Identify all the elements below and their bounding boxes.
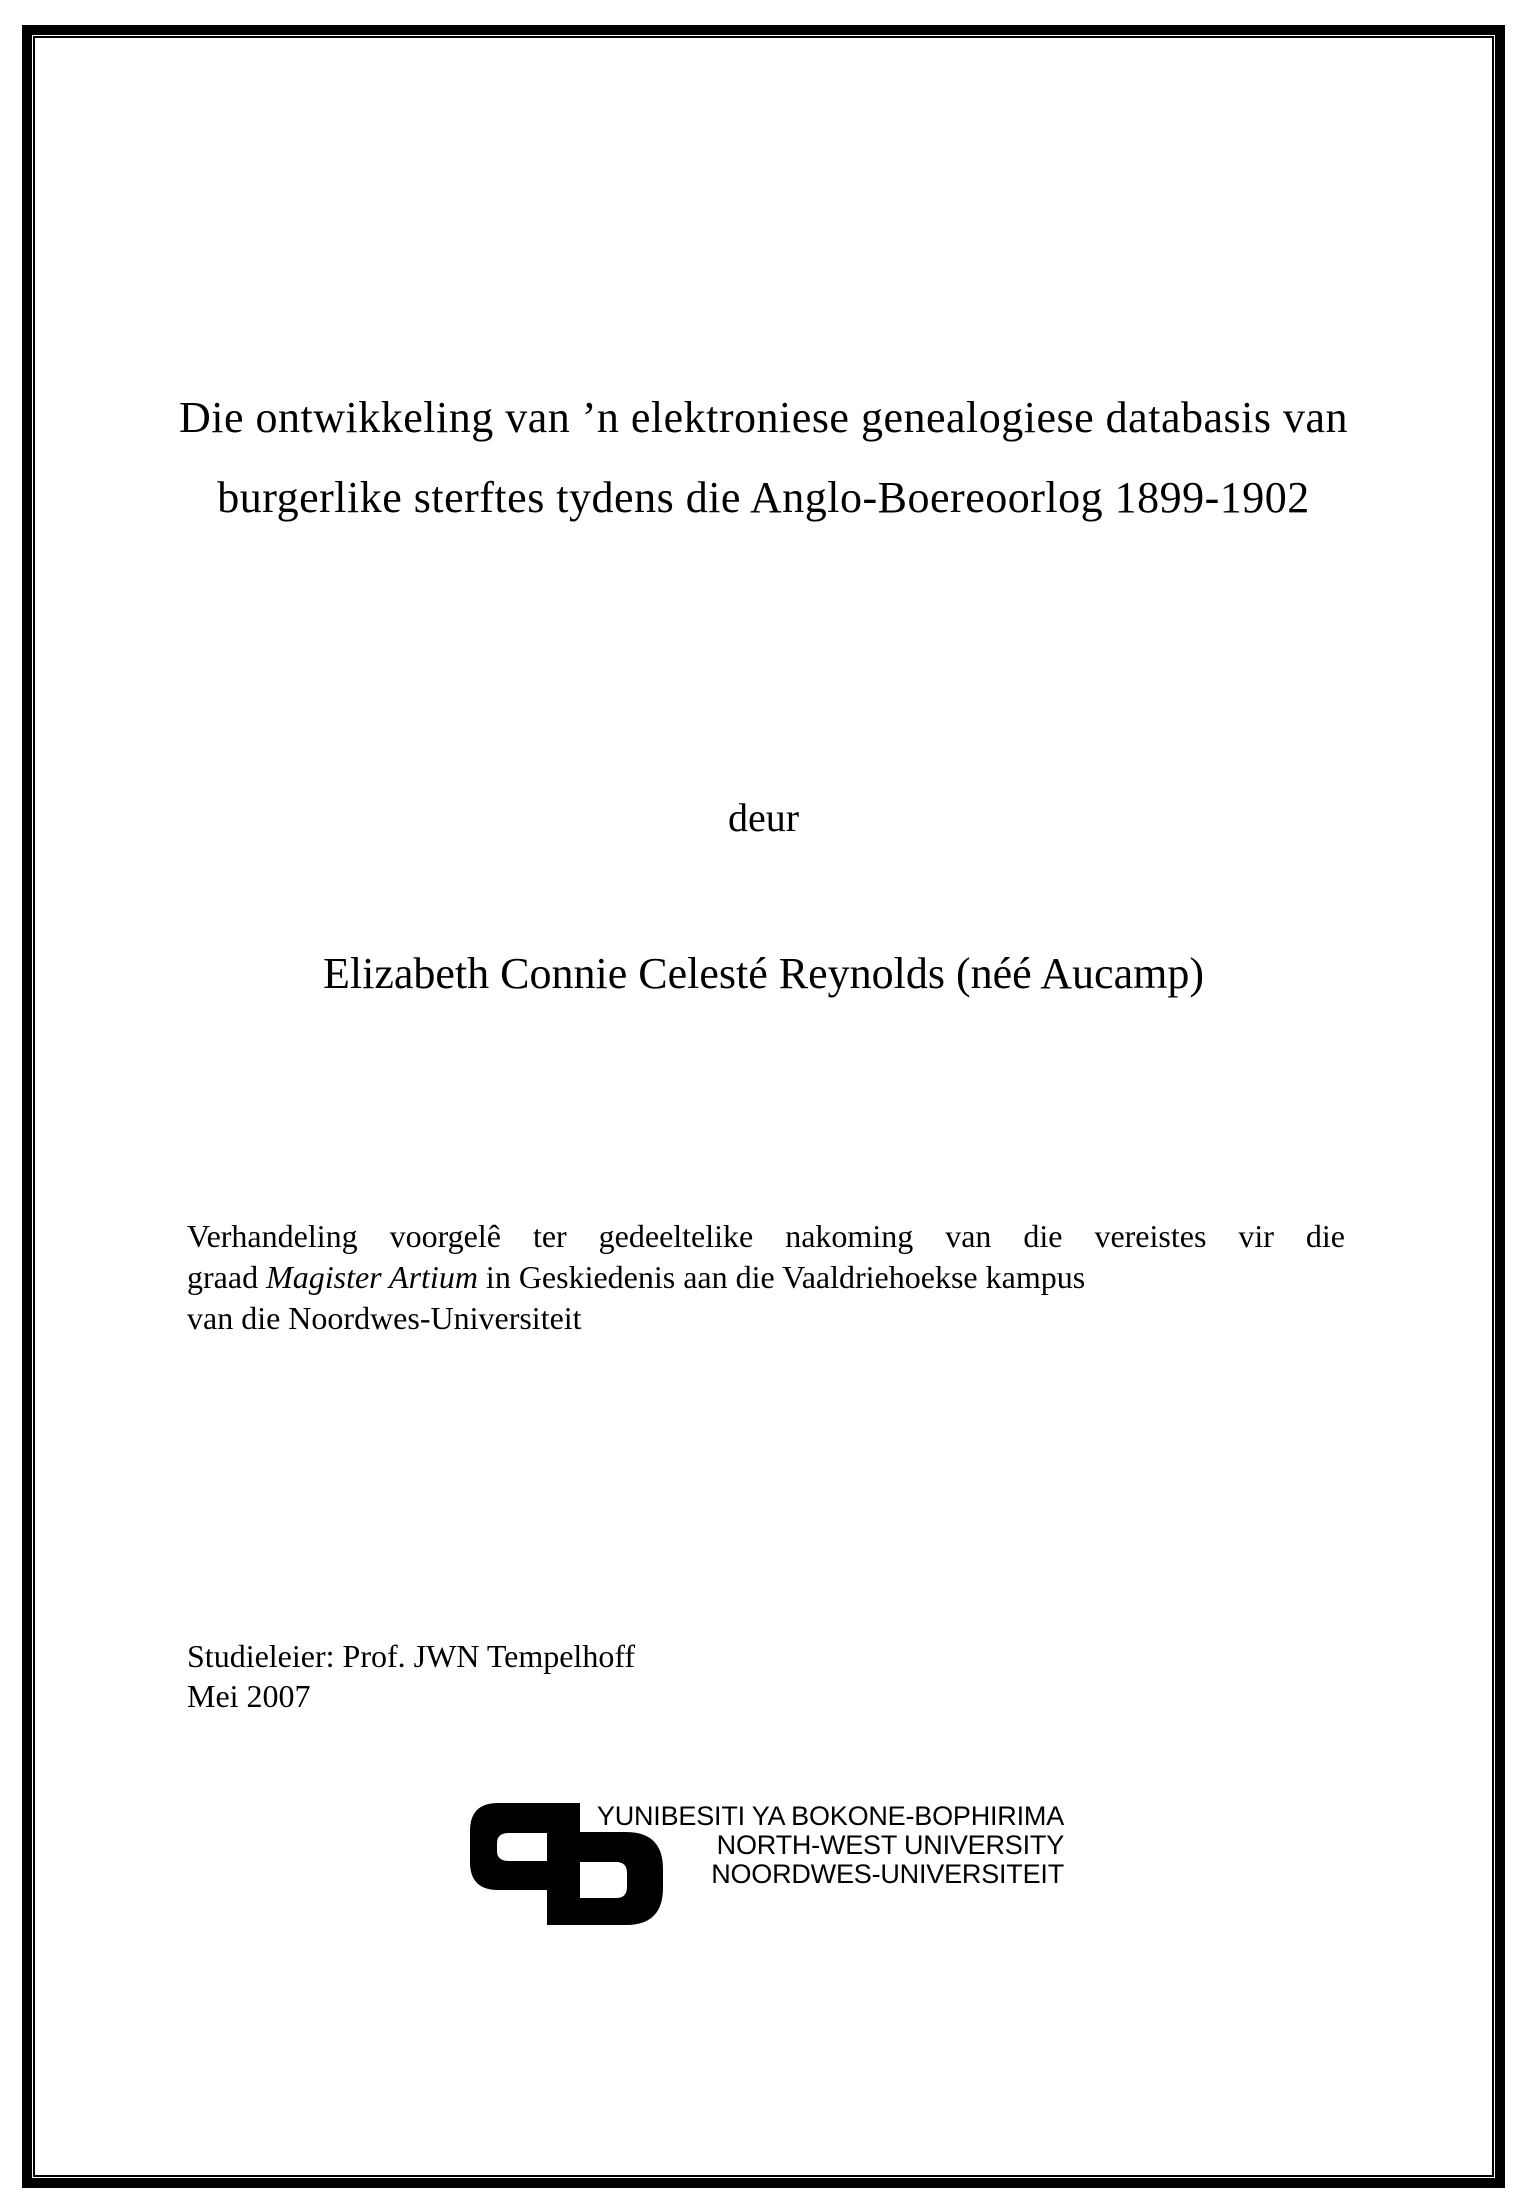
- degree-statement-line3: van die Noordwes-Universiteit: [187, 1300, 582, 1336]
- logo-line-setswana: YUNIBESITI YA BOKONE-BOPHIRIMA: [596, 1801, 1064, 1831]
- logo-line-afrikaans: NOORDWES-UNIVERSITEIT: [711, 1859, 1064, 1889]
- author-name: Elizabeth Connie Celesté Reynolds (néé Aucamp): [323, 949, 1204, 998]
- thesis-title: [0, 378, 1527, 538]
- degree-statement-line1: Verhandeling voorgelê ter gedeeltelike nakoming van die vereistes vir die: [187, 1218, 1345, 1254]
- degree-statement: [187, 1216, 1345, 1339]
- thesis-title-line1: Die ontwikkeling van ’n elektroniese genealogiese databasis van: [178, 393, 1348, 442]
- degree-statement-line2-pre: graad: [187, 1259, 267, 1295]
- supervisor-block: [187, 1636, 635, 1716]
- degree-statement-line2: [187, 1257, 1345, 1298]
- university-logo-text: [590, 1802, 1064, 1889]
- date-line: Mei 2007: [187, 1678, 311, 1714]
- logo-line-english: NORTH-WEST UNIVERSITY: [716, 1830, 1064, 1860]
- byline: deur: [727, 795, 800, 840]
- supervisor-line: Studieleier: Prof. JWN Tempelhoff: [187, 1638, 636, 1674]
- degree-name-italic: Magister Artium: [266, 1259, 478, 1295]
- degree-statement-line2-post: in Geskiedenis aan die Vaaldriehoekse kampus: [477, 1259, 1086, 1295]
- thesis-title-line2: burgerlike sterftes tydens die Anglo-Boereoorlog 1899-1902: [217, 473, 1310, 522]
